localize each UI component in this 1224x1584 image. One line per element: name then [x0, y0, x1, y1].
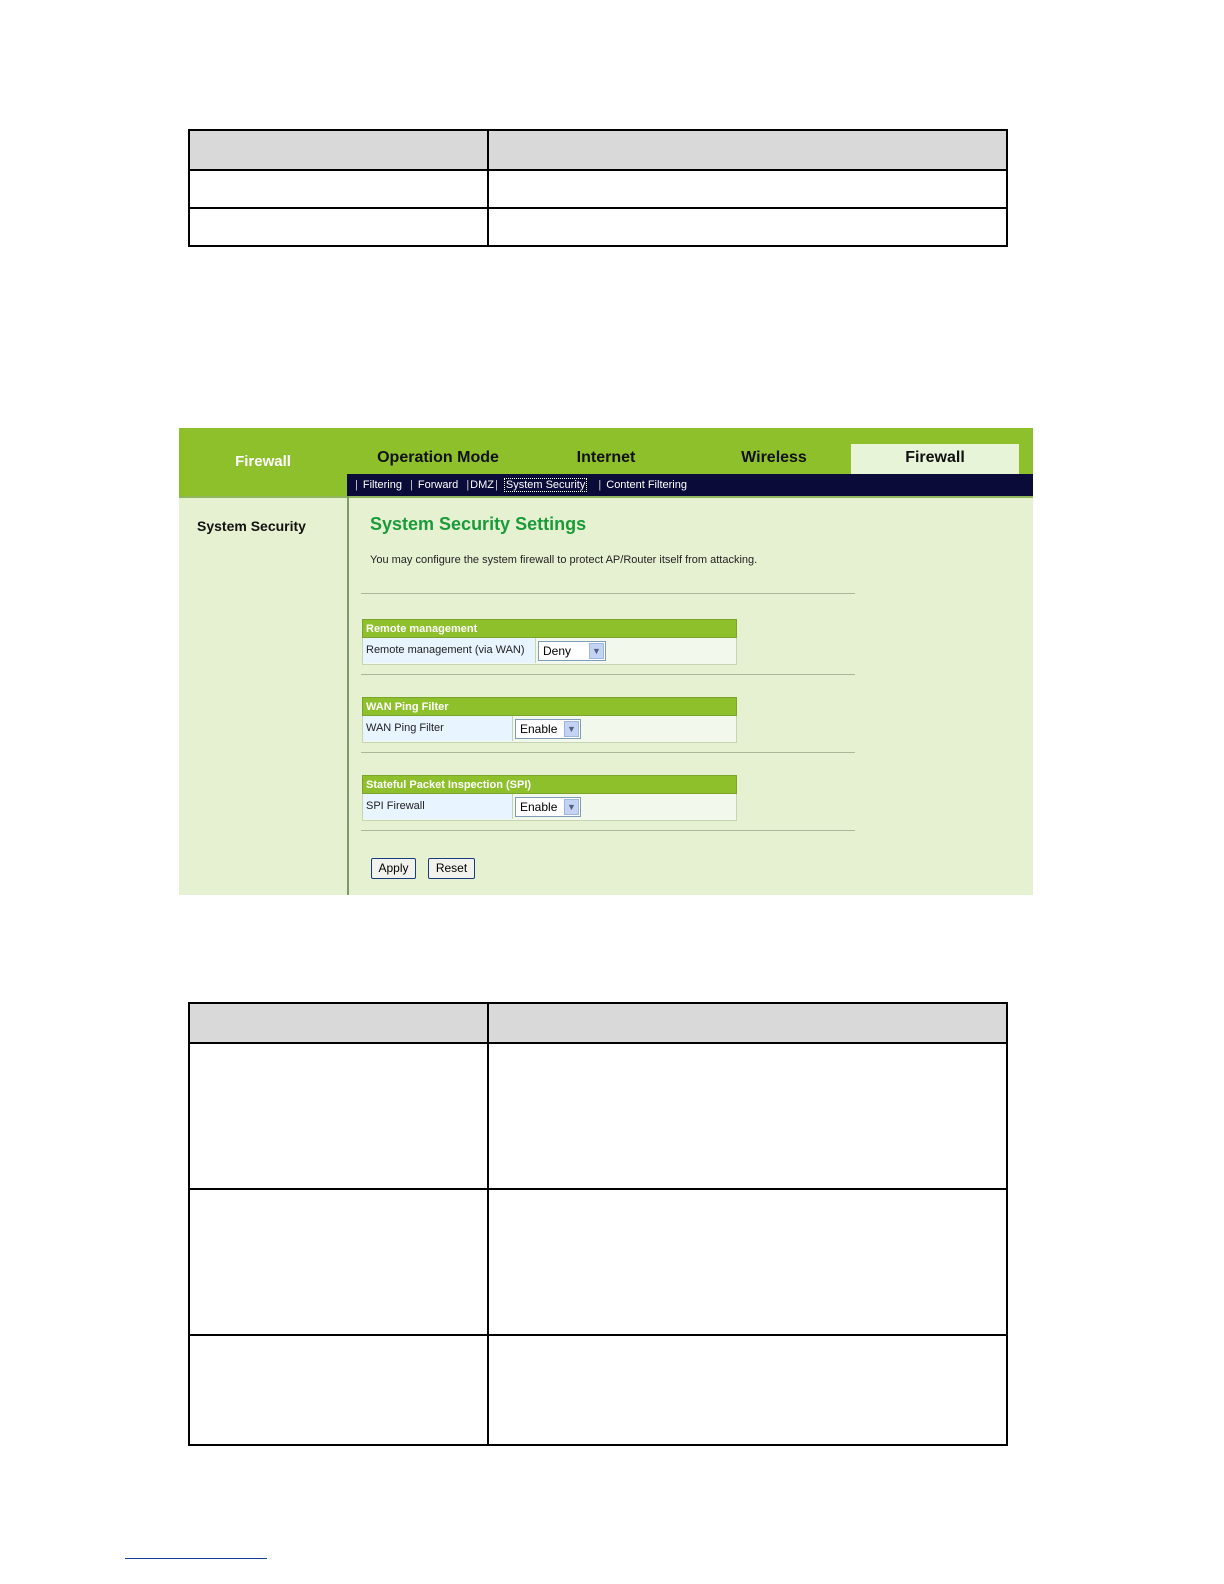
table-cell — [488, 1043, 1007, 1189]
page-description: You may configure the system firewall to protect AP/Router itself from attacking. — [370, 554, 758, 566]
page-title: System Security Settings — [370, 514, 587, 534]
wan-ping-filter-label: WAN Ping Filter — [363, 716, 513, 741]
remote-management-section — [362, 619, 737, 665]
chevron-down-icon: ▼ — [564, 721, 579, 737]
main-content — [349, 498, 1033, 895]
table-cell — [189, 170, 488, 208]
table-cell — [488, 170, 1007, 208]
select-value: Enable — [520, 800, 558, 814]
sub-nav: | Filtering | Forward |DMZ| System Security | Content Filtering — [347, 474, 1033, 496]
tab-internet[interactable]: Internet — [576, 449, 636, 466]
apply-button[interactable]: Apply — [371, 858, 416, 879]
spi-section — [362, 775, 737, 821]
header-cell — [488, 130, 1007, 170]
header-cell — [189, 1003, 488, 1043]
table-cell — [488, 1335, 1007, 1445]
subnav-dmz[interactable]: DMZ — [470, 479, 494, 491]
divider — [361, 830, 855, 831]
form-row — [362, 794, 737, 821]
section-header: Stateful Packet Inspection (SPI) — [362, 775, 737, 794]
select-value: Enable — [520, 722, 558, 736]
select-value: Deny — [543, 644, 572, 658]
main-nav — [347, 428, 1033, 474]
remote-management-select[interactable] — [538, 641, 606, 661]
chevron-down-icon: ▼ — [589, 643, 604, 659]
wan-ping-filter-section — [362, 697, 737, 743]
doc-table-bottom — [188, 1002, 1008, 1446]
tab-operation-mode[interactable]: Operation Mode — [377, 449, 499, 466]
table-cell — [189, 1043, 488, 1189]
form-row — [362, 638, 737, 665]
table-cell — [189, 1335, 488, 1445]
divider — [361, 674, 855, 675]
tab-firewall[interactable]: Firewall — [851, 444, 1019, 474]
table-cell — [189, 208, 488, 246]
table-cell — [189, 1189, 488, 1335]
header-cell — [488, 1003, 1007, 1043]
section-header: Remote management — [362, 619, 737, 638]
remote-management-label: Remote management (via WAN) — [363, 638, 536, 663]
sidebar-item-system-security[interactable]: System Security — [197, 518, 306, 534]
header-cell — [189, 130, 488, 170]
section-header: WAN Ping Filter — [362, 697, 737, 716]
doc-table-top — [188, 129, 1008, 247]
subnav-system-security[interactable]: System Security — [505, 479, 586, 491]
chevron-down-icon: ▼ — [564, 799, 579, 815]
table-cell — [488, 1189, 1007, 1335]
spi-firewall-label: SPI Firewall — [363, 794, 513, 819]
reset-button[interactable]: Reset — [428, 858, 475, 879]
subnav-forward[interactable]: Forward — [417, 479, 459, 491]
tab-wireless[interactable]: Wireless — [741, 449, 807, 466]
wan-ping-filter-select[interactable] — [515, 719, 581, 739]
divider — [361, 593, 855, 594]
form-row — [362, 716, 737, 743]
divider — [361, 752, 855, 753]
brand-label: Firewall — [179, 428, 347, 496]
subnav-filtering[interactable]: Filtering — [362, 479, 402, 491]
router-admin-screenshot — [179, 428, 1033, 895]
subnav-content-filtering[interactable]: Content Filtering — [606, 479, 687, 491]
spi-firewall-select[interactable] — [515, 797, 581, 817]
table-cell — [488, 208, 1007, 246]
footer-link-underline — [125, 1558, 267, 1559]
